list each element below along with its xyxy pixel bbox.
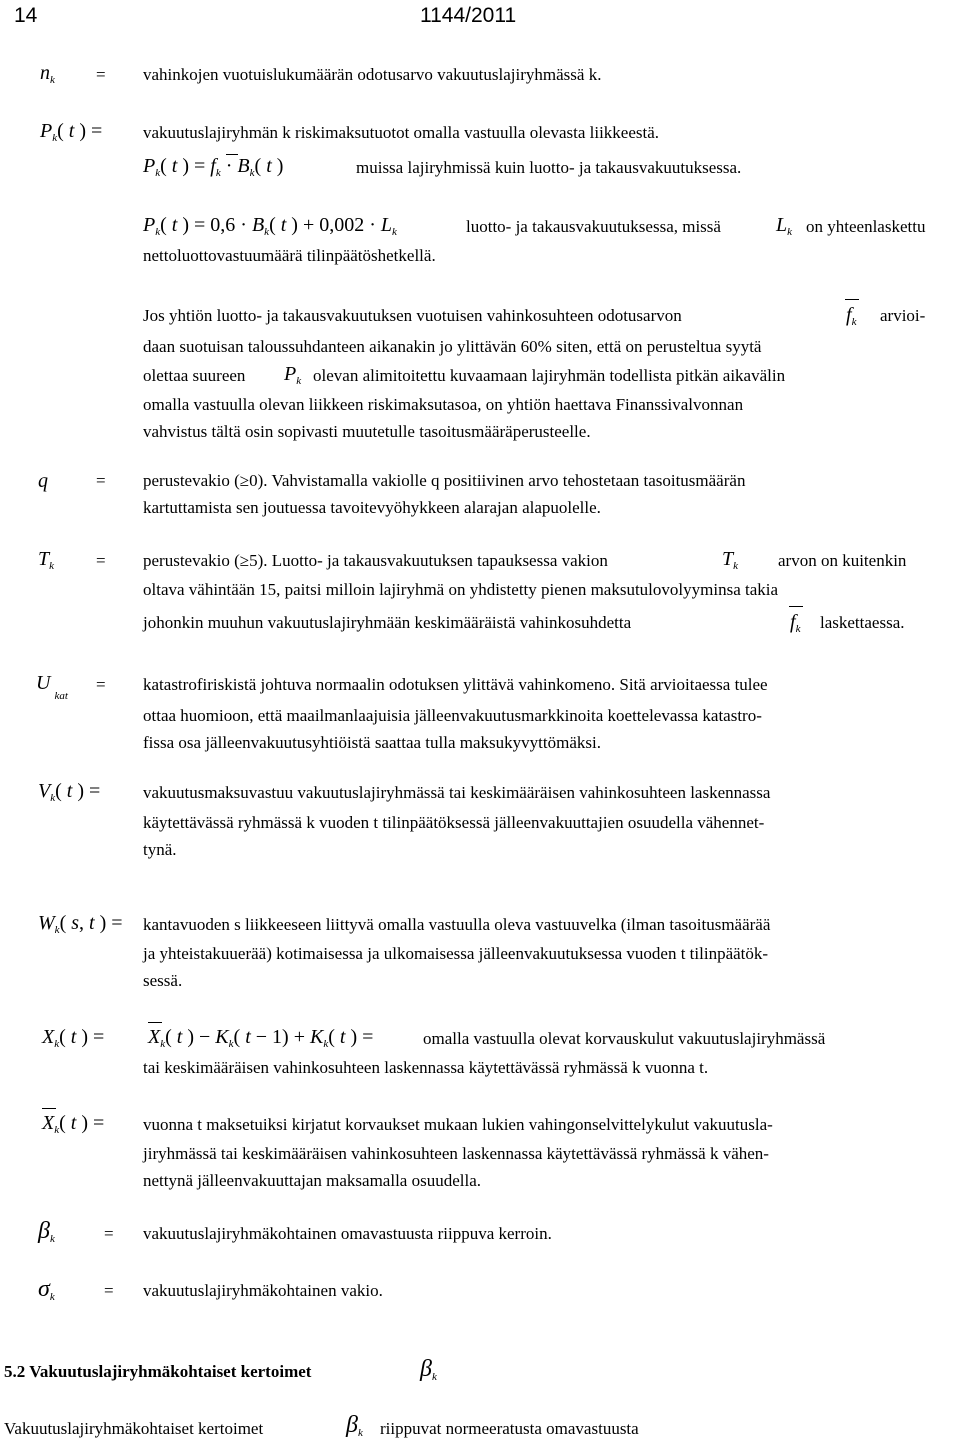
symbol-v-k-t: $V_k$( t ) = bbox=[38, 780, 101, 804]
def-t-line-1: perustevakio (≥5). Luotto- ja takausvakuutuksen tapauksessa vakion bbox=[143, 551, 608, 570]
equals-sign: = bbox=[96, 551, 106, 570]
def-t-line-3: johonkin muuhun vakuutuslajiryhmään keskimääräistä vahinkosuhdetta bbox=[143, 613, 632, 632]
def-beta: vakuutuslajiryhmäkohtainen omavastuusta riippuva kerroin. bbox=[143, 1224, 552, 1243]
formula-x-k: $X_k$( t ) − $K_k$( $t - 1) + K_k$( t ) = bbox=[148, 1026, 374, 1050]
def-u-line-3: fissa osa jälleenvakuutusyhtiöistä saattaa tulla maksukyvyttömäksi. bbox=[143, 733, 601, 752]
section-body: Vakuutuslajiryhmäkohtaiset kertoimet bbox=[4, 1419, 264, 1438]
section-body-tail: riippuvat normeeratusta omavastuusta bbox=[380, 1419, 639, 1438]
jos-line-5: vahvistus tältä osin sopivasti muutetulle tasoitusmääräperusteelle. bbox=[143, 422, 591, 441]
def-q-line-2: kartuttamista sen joutuessa tavoitevyöhykkeen alarajan alapuolelle. bbox=[143, 498, 601, 517]
page-number: 14 bbox=[14, 4, 38, 27]
document-id: 1144/2011 bbox=[420, 4, 517, 27]
symbol-l-k: $L_k$ bbox=[776, 214, 793, 238]
def-q-line-1: perustevakio (≥0). Vahvistamalla vakiolle q positiivinen arvo tehostetaan tasoitusmäärän bbox=[143, 471, 746, 490]
def-xbar-line-1: vuonna t maksetuiksi kirjatut korvaukset mukaan lukien vahingonselvittelykulut vakuutusla- bbox=[143, 1115, 773, 1134]
jos-line-3-end: olevan alimitoitettu kuvaamaan lajiryhmän todellista pitkän aikavälin bbox=[313, 366, 786, 385]
formula2-tail: on yhteenlaskettu bbox=[806, 217, 926, 236]
symbol-f-k-bar: $f_k$ bbox=[846, 304, 857, 328]
jos-line-1-end: arvioi- bbox=[880, 306, 926, 325]
symbol-u-kat: $U_{kat}$ bbox=[36, 672, 68, 702]
equals-sign: = bbox=[104, 1224, 114, 1243]
jos-line-4: omalla vastuulla olevan liikkeen riskimaksutasoa, on yhtiön haettava Finanssivalvonnan bbox=[143, 395, 744, 414]
symbol-q: q bbox=[38, 470, 48, 492]
f-bar-line bbox=[226, 154, 238, 155]
symbol-x-k-t: $X_k$( t ) = bbox=[42, 1026, 105, 1050]
symbol-p-k: $P_k$ bbox=[284, 363, 302, 387]
symbol-sigma-k: $\sigma_k$ bbox=[38, 1276, 55, 1303]
def-t-line-1-end: arvon on kuitenkin bbox=[778, 551, 907, 570]
x-bar-line bbox=[148, 1022, 162, 1023]
symbol-n-k: $n_k$ bbox=[40, 62, 55, 86]
formula-p-k-general: $P_k$( t ) = $f_k \cdot B_k$( t ) bbox=[143, 155, 284, 179]
def-v-line-1: vakuutusmaksuvastuu vakuutuslajiryhmässä tai keskimääräisen vahinkosuhteen laskennassa bbox=[143, 783, 771, 802]
x-bar-line bbox=[42, 1108, 56, 1109]
def-x-line-2: tai keskimääräisen vahinkosuhteen laskennassa käytettävässä ryhmässä k vuonna t. bbox=[143, 1058, 709, 1077]
def-xbar-line-3: nettynä jälleenvakuuttajan maksamalla osuudella. bbox=[143, 1171, 481, 1190]
symbol-w-k-s-t: $W_k$( s, t ) = bbox=[38, 912, 123, 936]
def-w-line-2: ja yhteistakuuerää) kotimaisessa ja ulkomaisessa jälleenvakuutuksessa vuoden t tilinpäätök- bbox=[143, 944, 769, 963]
symbol-t-k: $T_k$ bbox=[38, 548, 55, 572]
def-v-line-3: tynä. bbox=[143, 840, 177, 859]
section-heading: 5.2 Vakuutuslajiryhmäkohtaiset kertoimet bbox=[4, 1362, 312, 1381]
symbol-beta-k: $\beta_k$ bbox=[38, 1218, 55, 1245]
jos-line-2: daan suotuisan taloussuhdanteen aikanakin jo ylittävän 60% siten, että on perusteltua syytä bbox=[143, 337, 762, 356]
symbol-beta-k-heading: $\beta_k$ bbox=[420, 1356, 437, 1383]
symbol-t-k-inline: $T_k$ bbox=[722, 548, 739, 572]
def-w-line-3: sessä. bbox=[143, 971, 183, 990]
def-u-line-1: katastrofiriskistä johtuva normaalin odotuksen ylittävä vahinkomeno. Sitä arvioitaessa tulee bbox=[143, 675, 768, 694]
equals-sign: = bbox=[104, 1281, 114, 1300]
def-u-line-2: ottaa huomioon, että maailmanlaajuisia jälleenvakuutusmarkkinoita koettelevassa katastro- bbox=[143, 706, 762, 725]
symbol-p-k-t: $P_k$( t ) = bbox=[40, 120, 103, 144]
formula-p-k-credit: $P_k$( t ) = $0,6 \cdot B_k$( t ) + $0,002 \cdot L_k$ bbox=[143, 214, 397, 238]
def-p-k-t: vakuutuslajiryhmän k riskimaksutuotot omalla vastuulla olevasta liikkeestä. bbox=[143, 123, 660, 142]
f-bar-line bbox=[789, 606, 803, 607]
def-t-line-2: oltava vähintään 15, paitsi milloin lajiryhmä on yhdistetty pienen maksutulovolyyminsa takia bbox=[143, 580, 779, 599]
def-n-k: vahinkojen vuotuislukumäärän odotusarvo vakuutuslajiryhmässä k. bbox=[143, 65, 602, 84]
formula2-line2: nettoluottovastuumäärä tilinpäätöshetkellä. bbox=[143, 246, 436, 265]
equals-sign: = bbox=[96, 675, 106, 694]
equals-sign: = bbox=[96, 65, 106, 84]
def-xbar-line-2: jiryhmässä tai keskimääräisen vahinkosuhteen laskennassa käytettävässä ryhmässä k vähen- bbox=[143, 1144, 769, 1163]
def-w-line-1: kantavuoden s liikkeeseen liittyvä omalla vastuulla oleva vastuuvelka (ilman tasoitusmäärää bbox=[143, 915, 771, 934]
def-t-line-3-end: laskettaessa. bbox=[820, 613, 905, 632]
symbol-x-bar-k-t: $X_k$( t ) = bbox=[42, 1112, 105, 1136]
def-sigma: vakuutuslajiryhmäkohtainen vakio. bbox=[143, 1281, 383, 1300]
jos-line-3: olettaa suureen bbox=[143, 366, 246, 385]
formula2-text: luotto- ja takausvakuutuksessa, missä bbox=[466, 217, 721, 236]
symbol-beta-k-body: $\beta_k$ bbox=[346, 1412, 363, 1439]
formula1-text: muissa lajiryhmissä kuin luotto- ja takausvakuutuksessa. bbox=[356, 158, 742, 177]
def-v-line-2: käytettävässä ryhmässä k vuoden t tilinpäätöksessä jälleenvakuuttajien osuudella vähennet- bbox=[143, 813, 765, 832]
symbol-f-k-bar: $f_k$ bbox=[790, 611, 801, 635]
f-bar-line bbox=[845, 299, 859, 300]
def-x-line-1: omalla vastuulla olevat korvauskulut vakuutuslajiryhmässä bbox=[423, 1029, 826, 1048]
jos-line-1: Jos yhtiön luotto- ja takausvakuutuksen vuotuisen vahinkosuhteen odotusarvon bbox=[143, 306, 682, 325]
equals-sign: = bbox=[96, 471, 106, 490]
